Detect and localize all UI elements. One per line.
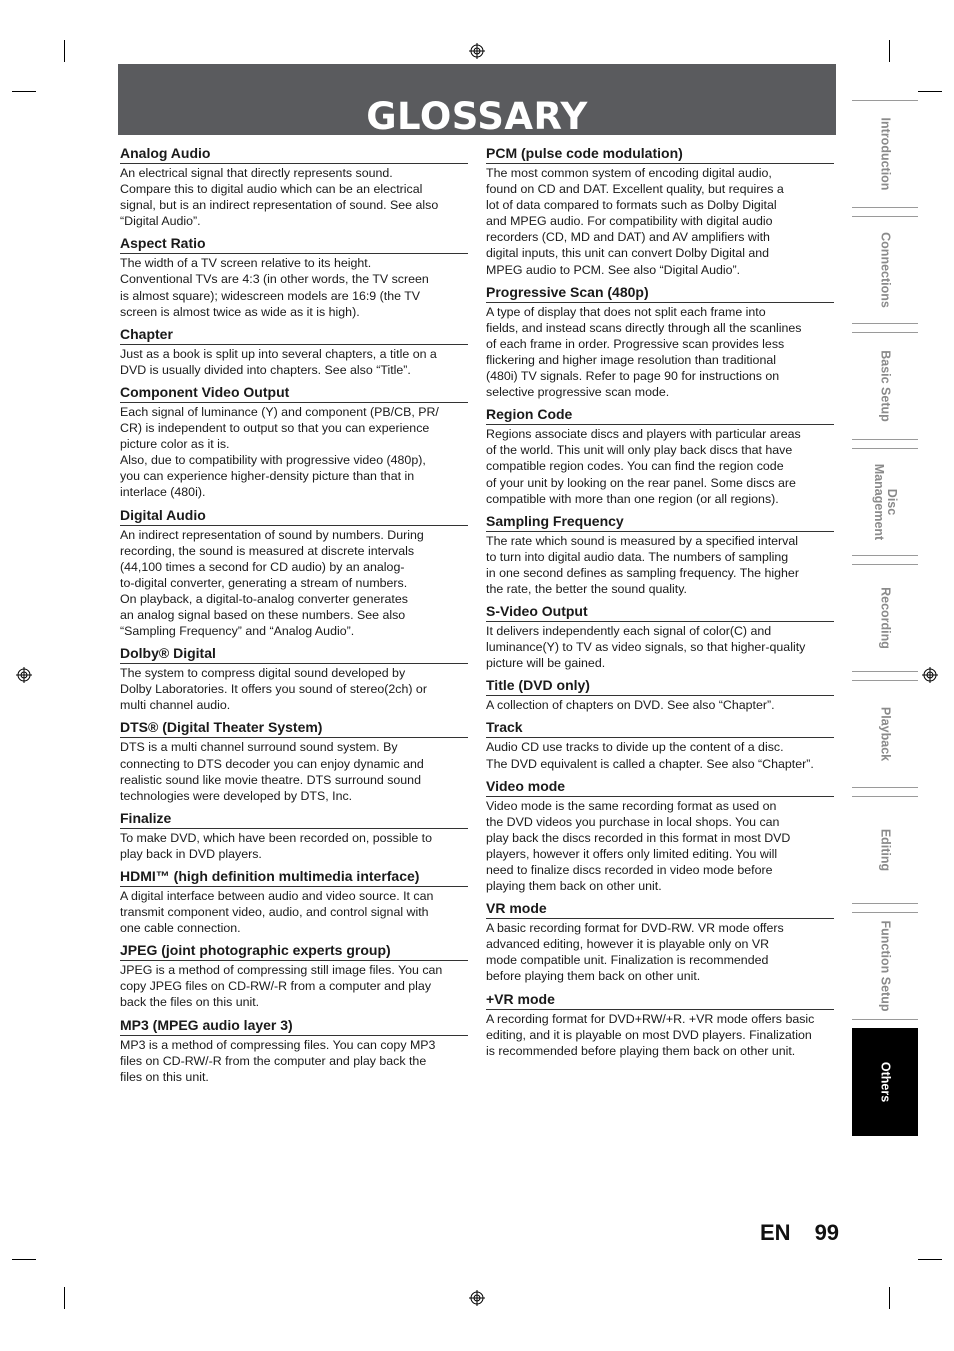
glossary-definition: MP3 is a method of compressing files. You can copy MP3 files on CD-RW/-R from the computer and play back the files on this unit. (120, 1037, 436, 1084)
glossary-term: MP3 (MPEG audio layer 3) (120, 1017, 468, 1036)
glossary-definition: JPEG is a method of compressing still image files. You can copy JPEG files on CD-RW/-R from a computer and play back the files on this unit. (120, 963, 443, 1010)
glossary-term: Analog Audio (120, 145, 468, 164)
glossary-entry (486, 145, 834, 278)
tab-others[interactable] (852, 1028, 918, 1136)
tab-label: Disc Management (872, 463, 899, 541)
glossary-entry (486, 991, 834, 1059)
page-title: GLOSSARY (366, 95, 588, 138)
page-footer (760, 1220, 839, 1246)
glossary-entry (120, 810, 468, 862)
crop-mark (12, 91, 36, 92)
crop-mark (12, 1259, 36, 1260)
glossary-entry (120, 235, 468, 319)
glossary-term: Region Code (486, 406, 834, 425)
crop-mark (918, 91, 942, 92)
crop-mark (889, 40, 890, 62)
glossary-entry (120, 645, 468, 713)
glossary-entry (120, 326, 468, 378)
glossary-term: S-Video Output (486, 603, 834, 622)
glossary-entry (486, 603, 834, 671)
tab-recording[interactable] (852, 564, 918, 672)
glossary-entry (120, 384, 468, 501)
glossary-term: VR mode (486, 900, 834, 919)
tab-label: Basic Setup (878, 350, 893, 422)
tab-label: Introduction (878, 117, 893, 191)
glossary-term: Digital Audio (120, 507, 468, 526)
glossary-term: Aspect Ratio (120, 235, 468, 254)
registration-mark-icon (922, 667, 938, 683)
glossary-entry (486, 900, 834, 984)
glossary-entry (120, 507, 468, 640)
glossary-definition: The system to compress digital sound developed by Dolby Laboratories. It offers you sound of stereo(2ch) or multi channel audio. (120, 666, 427, 713)
glossary-entry (486, 406, 834, 506)
glossary-term: +VR mode (486, 991, 834, 1010)
registration-mark-icon (469, 1290, 485, 1306)
glossary-term: HDMI™ (high definition multimedia interface) (120, 868, 468, 887)
glossary-definition: It delivers independently each signal of color(C) and luminance(Y) to TV as video signals, so that higher-quality picture will be gained. (486, 624, 806, 671)
glossary-term: PCM (pulse code modulation) (486, 145, 834, 164)
glossary-term: Dolby® Digital (120, 645, 468, 664)
tab-introduction[interactable] (852, 100, 918, 208)
crop-mark (918, 1259, 942, 1260)
glossary-term: JPEG (joint photographic experts group) (120, 942, 468, 961)
tab-label: Playback (878, 706, 893, 762)
registration-mark-icon (469, 43, 485, 59)
glossary-definition: To make DVD, which have been recorded on, possible to play back in DVD players. (120, 830, 433, 861)
tab-label: Others (878, 1061, 893, 1103)
crop-mark (64, 1287, 65, 1309)
glossary-term: Finalize (120, 810, 468, 829)
glossary-column-right (486, 145, 834, 1065)
glossary-entry (120, 719, 468, 803)
glossary-term: Chapter (120, 326, 468, 345)
glossary-term: Component Video Output (120, 384, 468, 403)
glossary-definition: Audio CD use tracks to divide up the content of a disc. The DVD equivalent is called a chapter. See also “Chapter”. (486, 740, 814, 771)
tab-connections[interactable] (852, 216, 918, 324)
language-code: EN (760, 1220, 791, 1245)
glossary-definition: A type of display that does not split each frame into fields, and instead scans directly through all the scanlines of each frame in order. Progressive scan provides less flickering and higher image resolution than traditional (480i) TV signals. Refer to page 90 for instructions on selective progressive scan mode. (486, 304, 802, 400)
tab-label: Function Setup (878, 920, 893, 1012)
crop-mark (64, 40, 65, 62)
tab-playback[interactable] (852, 680, 918, 788)
glossary-entry (120, 942, 468, 1010)
glossary-entry (120, 1017, 468, 1085)
registration-mark-icon (16, 667, 32, 683)
glossary-definition: An indirect representation of sound by numbers. During recording, the sound is measured at discrete intervals (44,100 times a second for CD audio) by an analog- to-digital converter, generating a stream of numbers. On playback, a digital-to-analog converter generates an analog signal based on these numbers. See also “Sampling Frequency” and “Analog Audio”. (120, 527, 424, 639)
glossary-definition: A digital interface between audio and video source. It can transmit component video, audio, and control signal with one cable connection. (120, 889, 434, 936)
tab-label: Connections (878, 232, 893, 308)
glossary-definition: Each signal of luminance (Y) and component (PB/CB, PR/ CR) is independent to output so that you can experience picture color as it is. Also, due to compatibility with progressive video (480p), you can experience higher-density picture than that in interlace (480i). (120, 404, 439, 500)
glossary-term: Track (486, 719, 834, 738)
glossary-term: DTS® (Digital Theater System) (120, 719, 468, 738)
glossary-definition: A collection of chapters on DVD. See also “Chapter”. (486, 698, 775, 713)
glossary-column-left (120, 145, 468, 1091)
glossary-definition: The most common system of encoding digital audio, found on CD and DAT. Excellent quality, but requires a lot of data compared to formats such as Dolby Digital and MPEG audio. For compatibility with digital audio recorders (CD, MD and DAT) and AV amplifiers with digital inputs, this unit can convert Dolby Digital and MPEG audio to PCM. See also “Digital Audio”. (486, 166, 784, 277)
glossary-definition: A basic recording format for DVD-RW. VR mode offers advanced editing, however it is playable only on VR mode compatible unit. Finalization is recommended before playing them back on other unit. (486, 921, 784, 984)
glossary-term: Video mode (486, 778, 834, 797)
glossary-entry (486, 677, 834, 713)
tab-label: Recording (878, 587, 893, 649)
crop-mark (889, 1287, 890, 1309)
glossary-term: Title (DVD only) (486, 677, 834, 696)
glossary-entry (486, 513, 834, 597)
glossary-entry (486, 719, 834, 771)
glossary-definition: The width of a TV screen relative to its height. Conventional TVs are 4:3 (in other words, the TV screen is almost square); widescreen models are 16:9 (the TV screen is almost twice as wide as it is high). (120, 256, 429, 319)
page-number: 99 (814, 1220, 840, 1245)
glossary-definition: Just as a book is split up into several chapters, a title on a DVD is usually divided into chapters. See also “Title”. (120, 346, 437, 377)
glossary-entry (120, 868, 468, 936)
glossary-entry (120, 145, 468, 229)
tab-label: Editing (878, 828, 893, 872)
tab-basic-setup[interactable] (852, 332, 918, 440)
glossary-definition: Video mode is the same recording format as used on the DVD videos you purchase in local shops. You can play back the discs recorded in this format in most DVD players, however it offers only limited editing. You will need to finalize discs recorded in video mode before playing them back on other unit. (486, 798, 791, 894)
tab-disc-management[interactable] (852, 448, 918, 556)
glossary-entry (486, 778, 834, 895)
glossary-definition: DTS is a multi channel surround sound system. By connecting to DTS decoder you can enjoy dynamic and realistic sound like movie theatre. DTS surround sound technologies were developed by DTS, Inc. (120, 740, 424, 803)
glossary-definition: An electrical signal that directly represents sound. Compare this to digital audio which can be an electrical signal, but is an indirect representation of sound. See also “Digital Audio”. (120, 166, 439, 229)
glossary-definition: A recording format for DVD+RW/+R. +VR mode offers basic editing, and it is playable on most DVD players. Finalization is recommended before playing them back on other unit. (486, 1011, 815, 1058)
glossary-term: Sampling Frequency (486, 513, 834, 532)
glossary-term: Progressive Scan (480p) (486, 284, 834, 303)
glossary-entry (486, 284, 834, 401)
glossary-definition: The rate which sound is measured by a specified interval to turn into digital audio data. The numbers of sampling in one second defines as sampling frequency. The higher the rate, the better the sound quality. (486, 533, 799, 596)
tab-editing[interactable] (852, 796, 918, 904)
tab-function-setup[interactable] (852, 912, 918, 1020)
glossary-definition: Regions associate discs and players with particular areas of the world. This unit will only play back discs that have compatible region codes. You can find the region code of your unit by looking on the rear panel. Some discs are compatible with more than one region (or all regions). (486, 427, 801, 506)
